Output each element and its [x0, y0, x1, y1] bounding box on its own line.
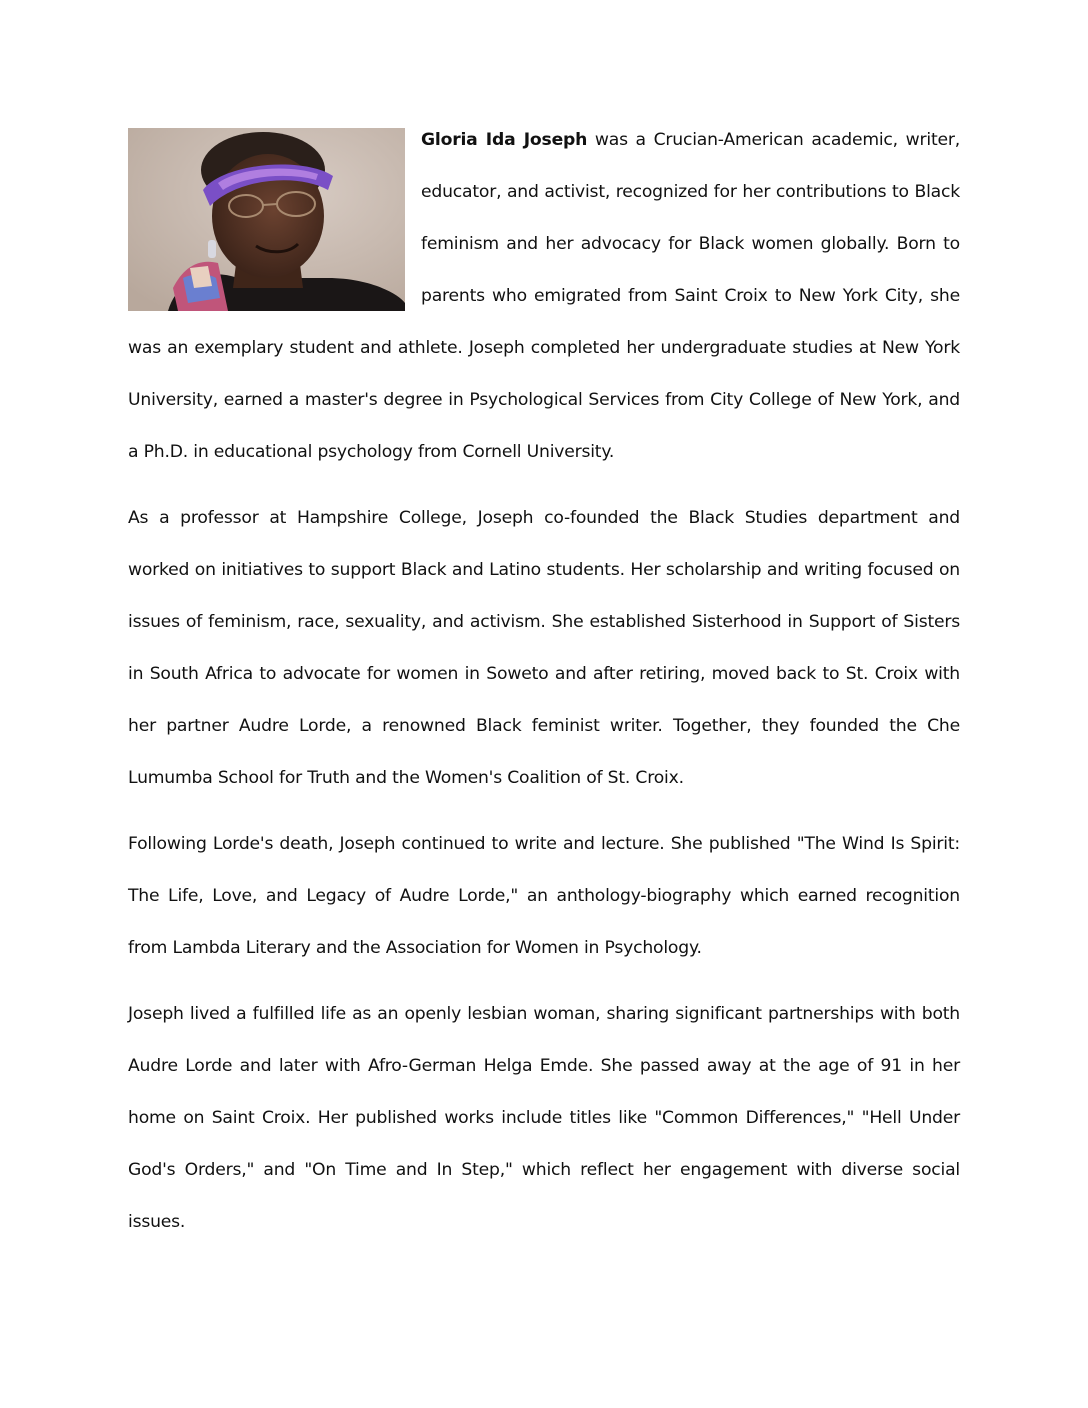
personal-life-paragraph: Joseph lived a fulfilled life as an openly lesbian woman, sharing significant partnerships with both Audre Lorde and later with Afro-German Helga Emde. She passed away at the age of 91 in her home on Saint Croix. Her published works include titles like "Common Differences," "Hell Under God's Orders," and "On Time and In Step," which reflect her engagement with diverse social issues. — [128, 1004, 960, 1232]
legacy-paragraph: Following Lorde's death, Joseph continued to write and lecture. She published "The Wind Is Spirit: The Life, Love, and Legacy of Audre Lorde," an anthology-biography which earned recognition from Lambda Literary and the Association for Women in Psychology. — [128, 834, 960, 958]
document-page — [128, 114, 960, 1262]
career-paragraph: As a professor at Hampshire College, Joseph co-founded the Black Studies department and worked on initiatives to support Black and Latino students. Her scholarship and writing focused on issues of feminism, race, sexuality, and activism. She established Sisterhood in Support of Sisters in South Africa to advocate for women in Soweto and after retiring, moved back to St. Croix with her partner Audre Lorde, a renowned Black feminist writer. Together, they founded the Che Lumumba School for Truth and the Women's Coalition of St. Croix. — [128, 508, 960, 788]
portrait-photo — [128, 128, 405, 311]
subject-name: Gloria Ida Joseph — [421, 130, 588, 150]
intro-text: was a Crucian-American academic, writer, educator, and activist, recognized for her contributions to Black feminism and her advocacy for Black women globally. Born to parents who emigrated from Saint Croix to New York City, she was an exemplary student and athlete. Joseph completed her undergraduate studies at New York University, earned a master's degree in Psychological Services from City College of New York, and a Ph.D. in educational psychology from Cornell University. — [128, 130, 960, 462]
